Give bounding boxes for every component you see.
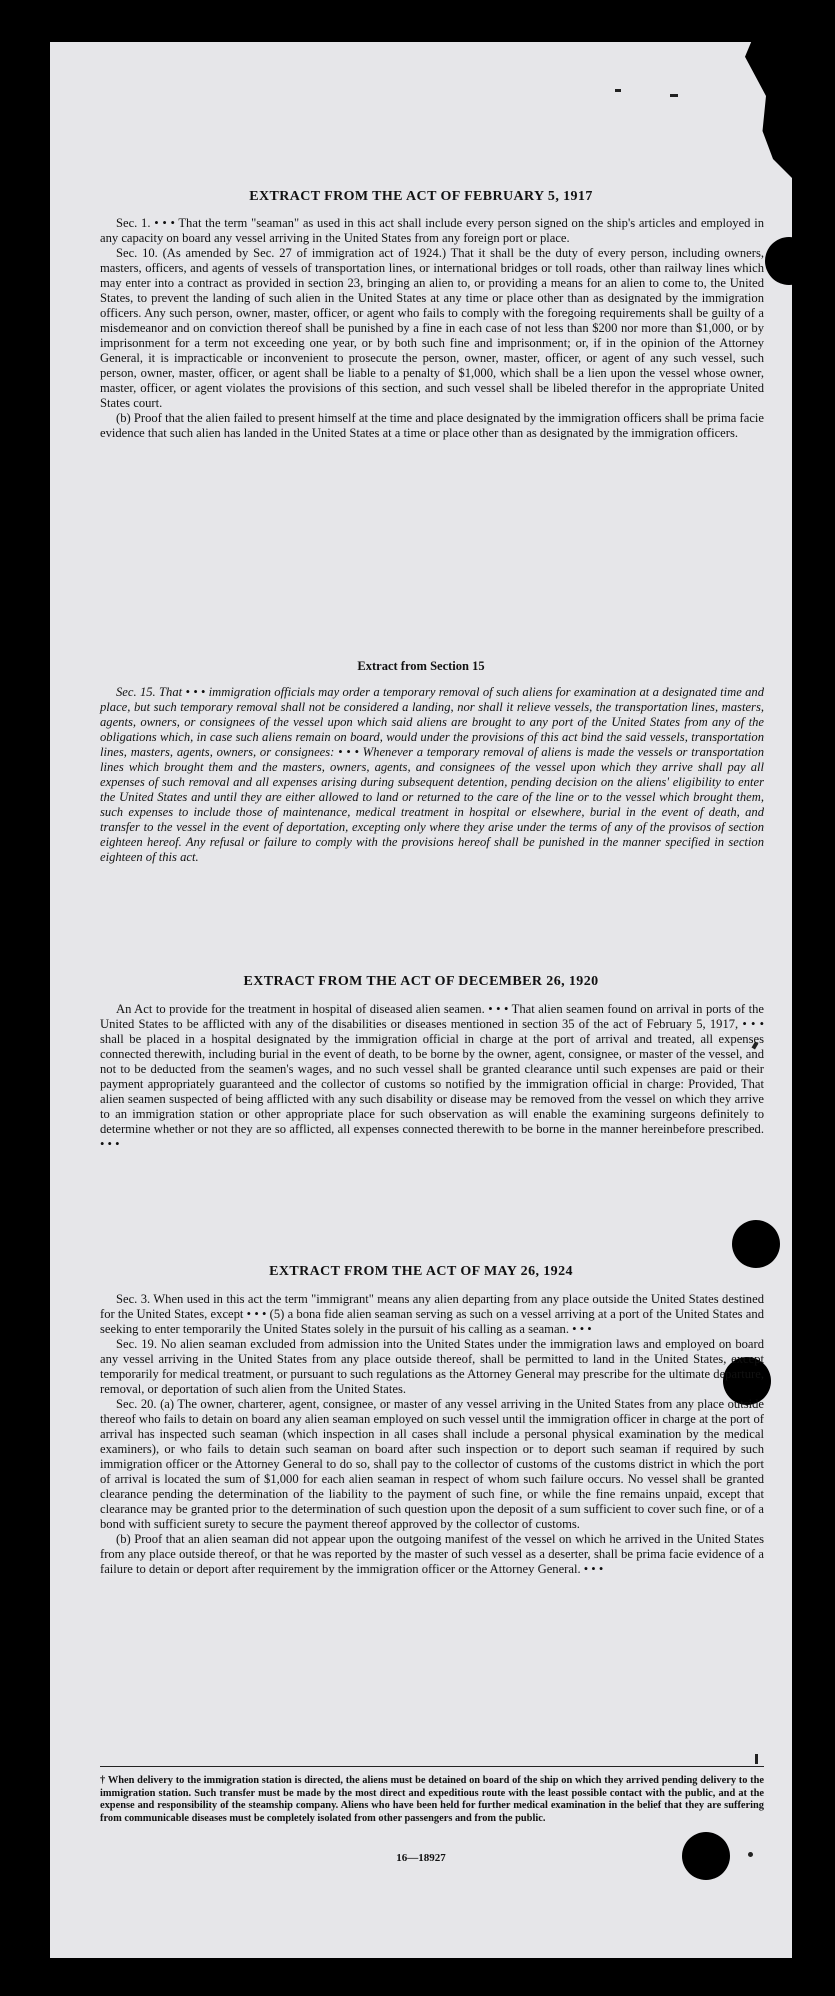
section-1920-text [100, 1002, 764, 1247]
speck-mark [755, 1754, 758, 1764]
footnote-divider [100, 1766, 764, 1767]
paragraph-sec-19: Sec. 19. No alien seaman excluded from admission into the United States under the immigration laws and employed on board any vessel arriving in the United States from any place outside thereof, shall be permitted to land in the United States, except temporarily for medical treatment, or pursuant to such regulations as the Attorney General may prescribe for the ultimate departure, removal, or deportation of such alien from the United States. [100, 1337, 764, 1396]
speck-mark [615, 89, 621, 92]
punch-hole [765, 237, 813, 285]
paragraph-sec-10b: (b) Proof that the alien failed to present himself at the time and place designated by the immigration officers shall be prima facie evidence that such alien has landed in the United States at a time or place other than as designated by the immigration officers. [100, 411, 764, 440]
section-1917-text [100, 216, 764, 634]
page-number: 16—18927 [396, 1852, 446, 1864]
section-1924-text [100, 1292, 764, 1747]
paragraph-act-1920: An Act to provide for the treatment in hospital of diseased alien seamen. • • • That alien seamen found on arrival in ports of the United States to be afflicted with any of the disabilities or diseases mentioned in section 35 of the act of February 5, 1917, • • • shall be placed in a hospital designated by the immigration official in charge at the port of arrival and treated, all expenses connected therewith, including burial in the event of death, to be borne by the owner, agent, consignee, or master of the vessel, and not to be deducted from the seamen's wages, and no such vessel shall be granted clearance until such expenses are paid or their payment appropriately guaranteed and the collector of customs so notified by the immigration official in charge: Provided, That alien seamen suspected of being afflicted with any such disability or disease may be removed from the vessel on which they arrive to an immigration station or other appropriate place for such observation as will enable the examining surgeons definitely to determine whether or not they are so afflicted, all expenses connected therewith to be borne in the manner hereinbefore prescribed. • • • [100, 1002, 764, 1151]
document-page [50, 42, 792, 1958]
heading-act-1917: EXTRACT FROM THE ACT OF FEBRUARY 5, 1917 [249, 189, 593, 204]
heading-act-1920: EXTRACT FROM THE ACT OF DECEMBER 26, 1920 [243, 974, 599, 989]
paragraph-sec-15: Sec. 15. That • • • immigration officials may order a temporary removal of such aliens for examination at a designated time and place, but such temporary removal shall not be considered a landing, nor shall it relieve vessels, the transportation lines, masters, agents, owners, or consignees of the vessel upon which said aliens are brought to any port of the United States from any of the obligations which, in case such aliens remain on board, would under the provisions of this act bind the said vessels, transportation lines, masters, agents, owners, or consignees: • • • Whenever a temporary removal of aliens is made the vessels or transportation lines which brought them and the masters, owners, agents, and consignees of the vessel upon which they arrive shall pay all expenses of such removal and all expenses arising during subsequent detention, pending decision on the aliens' eligibility to enter the United States and until they are either allowed to land or returned to the care of the line or to the vessel which brought them, such expenses to include those of maintenance, medical treatment in hospital or elsewhere, burial in the event of death, and transfer to the vessel in the event of deportation, excepting only where they arise under the terms of any of the provisos of section eighteen hereof. Any refusal or failure to comply with the provisions hereof shall be punished in the manner specified in section eighteen of this act. [100, 685, 764, 864]
torn-corner [724, 40, 794, 180]
footnote-text: † When delivery to the immigration station is directed, the aliens must be detained on board of the ship on which they arrived pending delivery to the immigration station. Such transfer must be made by the most direct and expeditious route with the least possible contact with the public, and at the expense and responsibility of the steamship company. Aliens who have been held for further medical examination in the belief that they are suffering from communicable diseases must be completely isolated from other passengers and from the public. [100, 1775, 764, 1824]
paragraph-sec-20a: Sec. 20. (a) The owner, charterer, agent, consignee, or master of any vessel arriving in the United States from any place outside thereof who fails to detain on board any alien seaman employed on such vessel until the immigration officer in charge at the port of arrival has inspected such seaman (which inspection in all cases shall include a personal physical examination by the medical examiners), or who fails to detain such seaman on board after such inspection or to deport such seaman if required by such immigration officer or the Attorney General to do so, shall pay to the collector of customs of the customs district in which the port of arrival is located the sum of $1,000 for each alien seaman in respect of whom such failure occurs. No vessel shall be granted clearance pending the determination of the liability to the payment of such fine, or while the fine remains unpaid, except that clearance may be granted prior to the determination of such question upon the deposit of a sum sufficient to cover such fine, or of a bond with sufficient surety to secure the payment thereof approved by the collector of customs. [100, 1397, 764, 1531]
paragraph-sec-10: Sec. 10. (As amended by Sec. 27 of immigration act of 1924.) That it shall be the duty of every person, including owners, masters, officers, and agents of vessels of transportation lines, or international bridges or toll roads, other than railway lines which may enter into a contract as provided in section 23, bringing an alien to, or providing a means for an alien to come to, the United States, to prevent the landing of such alien in the United States at any time or place other than as designated by the immigration officers. Any such person, owner, master, officer, or agent who fails to comply with the foregoing requirements shall be guilty of a misdemeanor and on conviction thereof shall be punished by a fine in each case of not less than $200 nor more than $1,000, or by imprisonment for a term not exceeding one year, or by both such fine and imprisonment; or, if in the opinion of the Attorney General, it is impracticable or inconvenient to prosecute the person, owner, master, officer, or agent of any such vessel, such person, owner, master, officer, or agent shall be liable to a penalty of $1,000, which shall be a lien upon the vessel whose owner, master, officer, or agent violates the provisions of this section, and such vessel shall be libeled therefor in the appropriate United States court. [100, 246, 764, 410]
paragraph-sec-1: Sec. 1. • • • That the term "seaman" as used in this act shall include every person signed on the ship's articles and employed in any capacity on board any vessel arriving in the United States from any foreign port or place. [100, 216, 764, 245]
heading-act-1924: EXTRACT FROM THE ACT OF MAY 26, 1924 [269, 1264, 573, 1279]
heading-section-15: Extract from Section 15 [357, 659, 485, 673]
speck-mark [670, 94, 678, 97]
paragraph-sec-3: Sec. 3. When used in this act the term "immigrant" means any alien departing from any place outside the United States destined for the United States, except • • • (5) a bona fide alien seaman serving as such on a vessel arriving at a port of the United States and seeking to enter temporarily the United States solely in the pursuit of his calling as a seaman. • • • [100, 1292, 764, 1336]
paragraph-sec-20b: (b) Proof that an alien seaman did not appear upon the outgoing manifest of the vessel on which he arrived in the United States from any place outside thereof, or that he was reported by the master of such vessel as a deserter, shall be prima facie evidence of a failure to detain or deport after requirement by the immigration officer or the Attorney General. • • • [100, 1532, 764, 1576]
section-15-text [100, 685, 764, 960]
